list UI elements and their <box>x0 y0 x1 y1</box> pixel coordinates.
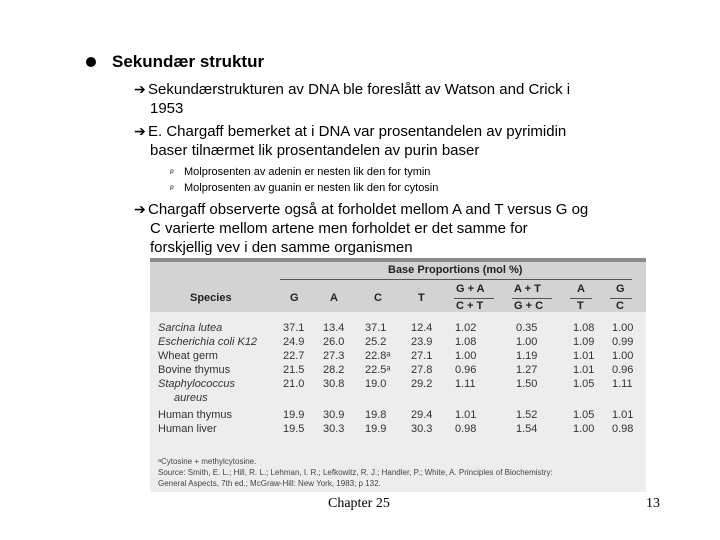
value-cell: 1.19 <box>516 350 538 362</box>
ratio-rule <box>454 298 494 299</box>
value-cell: 27.1 <box>411 350 433 362</box>
bullet-ratio <box>134 200 588 257</box>
ratio-at-gc-num: A + T <box>514 283 541 295</box>
value-cell: 1.00 <box>612 322 634 334</box>
bullet-text: forskjellig vev i den samme organismen <box>150 239 413 256</box>
value-cell: 24.9 <box>283 336 305 348</box>
ratio-rule <box>570 298 592 299</box>
bullet-text: 1953 <box>150 100 184 117</box>
species-cell: Bovine thymus <box>158 364 231 376</box>
value-cell: 1.50 <box>516 378 538 390</box>
sub-bullet-list <box>170 164 438 196</box>
heading-text: Sekundær struktur <box>112 52 265 71</box>
ratio-at-gc-den: G + C <box>514 300 544 312</box>
value-cell: 19.9 <box>365 423 387 435</box>
ratio-a-t-num: A <box>577 283 585 295</box>
value-cell: 21.0 <box>283 378 305 390</box>
value-cell: 1.11 <box>612 378 633 390</box>
value-cell: 1.05 <box>573 378 595 390</box>
value-cell: 26.0 <box>323 336 345 348</box>
footnote-2: Source: Smith, E. L.; Hill, R. L.; Lehman, I. R.; Lefkowitz, R. J.; Handler, P.; White, A. Principles of Biochemistry: <box>158 468 553 477</box>
value-cell: 1.09 <box>573 336 595 348</box>
species-cell: Wheat germ <box>158 350 218 362</box>
value-cell: 29.2 <box>411 378 433 390</box>
value-cell: 1.00 <box>612 350 634 362</box>
bullet-text: Chargaff observerte også at forholdet mellom A and T versus G og <box>148 201 589 218</box>
value-cell: 12.4 <box>411 322 433 334</box>
value-cell: 1.11 <box>455 378 476 390</box>
ratio-rule <box>512 298 552 299</box>
value-cell: 0.96 <box>612 364 634 376</box>
value-cell: 1.08 <box>573 322 595 334</box>
value-cell: 0.98 <box>612 423 634 435</box>
value-cell: 13.4 <box>323 322 345 334</box>
species-cell: Escherichia coli K12 <box>158 336 258 348</box>
value-cell: 1.27 <box>516 364 538 376</box>
value-cell: 22.5ᵃ <box>365 364 391 376</box>
footnote-3: General Aspects, 7th ed.; McGraw-Hill: New York, 1983; p 132. <box>158 479 381 488</box>
value-cell: 1.01 <box>573 350 595 362</box>
value-cell: 1.02 <box>455 322 477 334</box>
value-cell: 1.05 <box>573 409 595 421</box>
value-cell: 1.00 <box>516 336 538 348</box>
value-cell: 22.7 <box>283 350 305 362</box>
species-cell: Human liver <box>158 423 217 435</box>
value-cell: 1.01 <box>573 364 595 376</box>
value-cell: 29.4 <box>411 409 433 421</box>
species-cell: Sarcina lutea <box>158 322 223 334</box>
value-cell: 25.2 <box>365 336 387 348</box>
arrow-right-icon: ➔ <box>134 201 146 217</box>
ratio-ga-ct-num: G + A <box>456 283 485 295</box>
ratio-ga-ct-den: C + T <box>456 300 484 312</box>
ratio-a-t-den: T <box>577 300 584 312</box>
value-cell: 1.01 <box>455 409 477 421</box>
bullet-text: C varierte mellom artene men forholdet er det samme for <box>150 220 528 237</box>
sub-bullet <box>170 180 438 196</box>
ratio-g-c-den: C <box>616 300 624 312</box>
value-cell: 22.8ᵃ <box>365 350 391 362</box>
value-cell: 30.3 <box>323 423 345 435</box>
sub-bullet-marker-icon: ᵖ <box>170 183 174 193</box>
bullet-chargaff <box>134 122 566 160</box>
species-cell-cont: aureus <box>174 392 208 404</box>
bullet-text: Sekundærstrukturen av DNA ble foreslått av Watson and Crick i <box>148 81 571 98</box>
arrow-right-icon: ➔ <box>134 123 146 139</box>
value-cell: 21.5 <box>283 364 305 376</box>
bullet-text: E. Chargaff bemerket at i DNA var prosentandelen av pyrimidin <box>148 123 567 140</box>
value-cell: 23.9 <box>411 336 433 348</box>
species-cell: Staphylococcus <box>158 378 236 390</box>
table-footnotes <box>158 456 553 489</box>
value-cell: 28.2 <box>323 364 345 376</box>
page-number: 13 <box>646 496 660 511</box>
bullet-watson-crick <box>134 80 570 118</box>
value-cell: 37.1 <box>283 322 305 334</box>
col-a: A <box>330 292 338 304</box>
value-cell: 1.00 <box>573 423 595 435</box>
col-g: G <box>290 292 299 304</box>
bullet-dot-icon <box>86 57 96 67</box>
species-cell: Human thymus <box>158 409 232 421</box>
value-cell: 0.35 <box>516 322 538 334</box>
ratio-rule <box>610 298 632 299</box>
base-proportions-table <box>150 258 646 492</box>
value-cell: 27.8 <box>411 364 433 376</box>
value-cell: 1.54 <box>516 423 538 435</box>
value-cell: 1.01 <box>612 409 634 421</box>
value-cell: 1.08 <box>455 336 477 348</box>
sub-bullet-text: Molprosenten av guanin er nesten lik den for cytosin <box>184 182 439 194</box>
footer-chapter: Chapter 25 <box>328 496 390 511</box>
footnote-1: ᵃCytosine + methylcytosine. <box>158 457 257 466</box>
col-t: T <box>418 292 425 304</box>
arrow-right-icon: ➔ <box>134 81 146 97</box>
value-cell: 1.00 <box>455 350 477 362</box>
sub-bullet <box>170 164 438 180</box>
bullet-text: baser tilnærmet lik prosentandelen av purin baser <box>150 142 480 159</box>
value-cell: 37.1 <box>365 322 387 334</box>
sub-bullet-marker-icon: ᵖ <box>170 167 174 177</box>
value-cell: 30.3 <box>411 423 433 435</box>
value-cell: 27.3 <box>323 350 345 362</box>
value-cell: 19.8 <box>365 409 387 421</box>
ratio-g-c-num: G <box>616 283 625 295</box>
value-cell: 30.8 <box>323 378 345 390</box>
value-cell: 19.9 <box>283 409 305 421</box>
col-species: Species <box>190 292 232 304</box>
value-cell: 19.0 <box>365 378 387 390</box>
value-cell: 1.52 <box>516 409 538 421</box>
group-header-rule <box>280 279 632 280</box>
table-group-header: Base Proportions (mol %) <box>388 264 523 276</box>
sub-bullet-text: Molprosenten av adenin er nesten lik den for tymin <box>184 166 431 178</box>
value-cell: 19.5 <box>283 423 305 435</box>
slide-heading <box>86 52 264 72</box>
value-cell: 0.99 <box>612 336 634 348</box>
value-cell: 30.9 <box>323 409 345 421</box>
col-c: C <box>374 292 382 304</box>
value-cell: 0.98 <box>455 423 477 435</box>
value-cell: 0.96 <box>455 364 477 376</box>
